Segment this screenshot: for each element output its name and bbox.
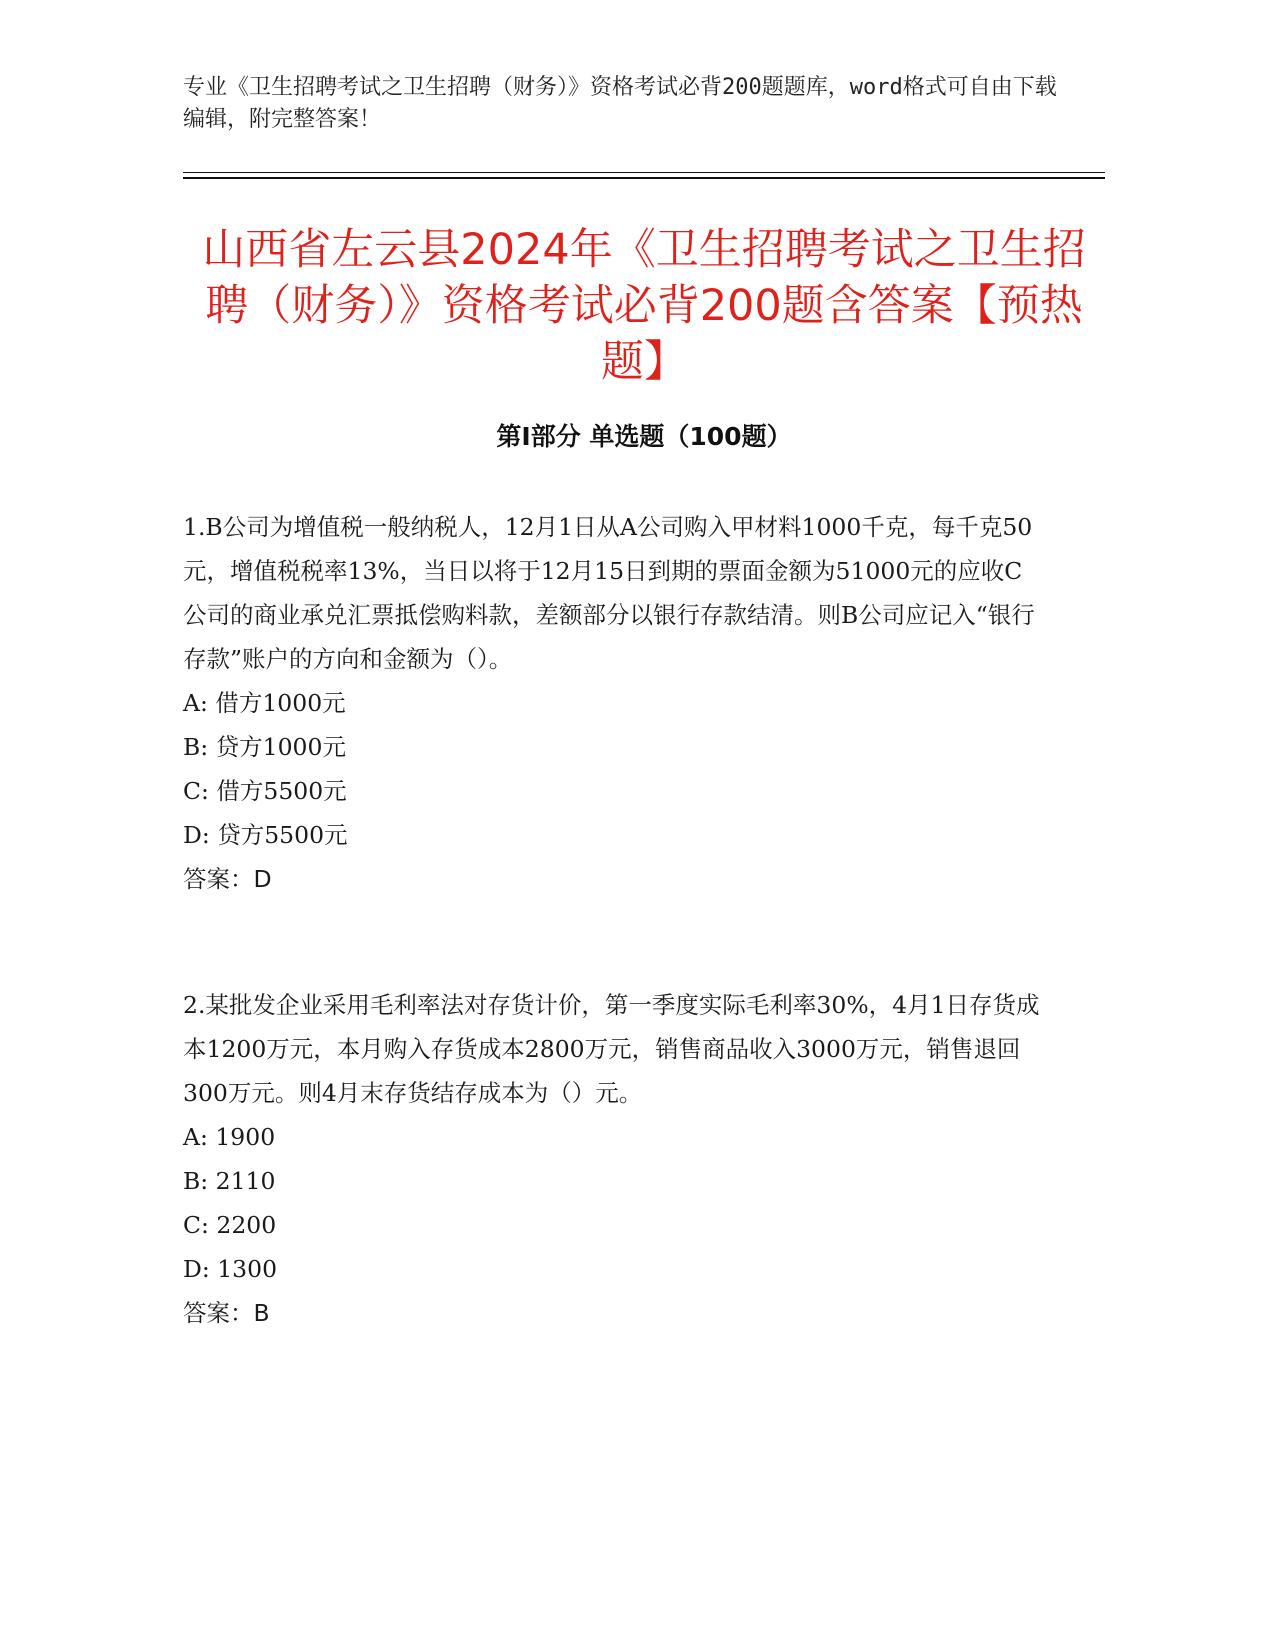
option-d: D: 贷方5500元	[183, 821, 348, 849]
option-a: A: 1900	[183, 1123, 276, 1151]
answer-label: 答案：D	[183, 865, 272, 893]
header-divider-thin	[183, 172, 1105, 173]
section-title: 第I部分 单选题（100题）	[496, 422, 792, 451]
header-note: 专业《卫生招聘考试之卫生招聘（财务）》资格考试必背200题题库，word格式可自由下载编辑，附完整答案！	[183, 75, 1057, 132]
option-c: C: 借方5500元	[183, 777, 347, 805]
question-stem: 2.某批发企业采用毛利率法对存货计价，第一季度实际毛利率30%，4月1日存货成本1200万元，本月购入存货成本2800万元，销售商品收入3000万元，销售退回300万元。则4月末存货结存成本为（）元。	[183, 991, 1040, 1107]
option-b: B: 贷方1000元	[183, 733, 346, 761]
page-title: 山西省左云县2024年《卫生招聘考试之卫生招聘（财务）》资格考试必背200题含答案【预热题】	[202, 225, 1086, 387]
option-b: B: 2110	[183, 1167, 276, 1195]
answer-label: 答案：B	[183, 1299, 270, 1327]
option-d: D: 1300	[183, 1255, 278, 1283]
question-stem: 1.B公司为增值税一般纳税人，12月1日从A公司购入甲材料1000千克，每千克50元，增值税税率13%，当日以将于12月15日到期的票面金额为51000元的应收C公司的商业承兑汇票抵偿购料款，差额部分以银行存款结清。则B公司应记入“银行存款”账户的方向和金额为（）。	[183, 513, 1035, 673]
question-1	[183, 505, 1043, 901]
header-divider-thick	[183, 177, 1105, 179]
question-2	[183, 983, 1043, 1335]
option-c: C: 2200	[183, 1211, 277, 1239]
option-a: A: 借方1000元	[183, 689, 346, 717]
